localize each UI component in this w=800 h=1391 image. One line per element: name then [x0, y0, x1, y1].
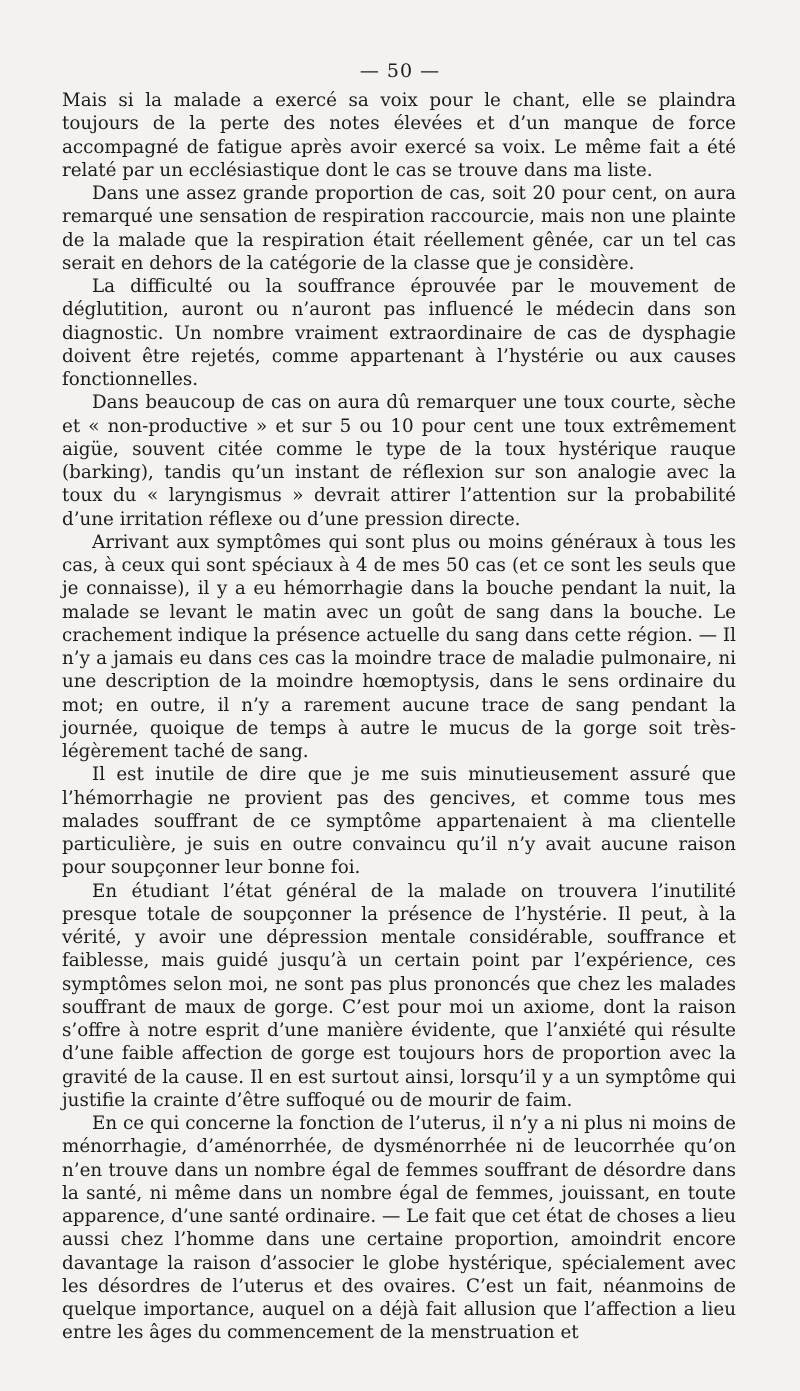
body-text	[62, 89, 736, 1345]
paragraph: En ce qui concerne la fonction de l’uterus, il n’y a ni plus ni moins de ménorrhagie, d’aménorrhée, de dysménorrhée ni de leucorrhée qu’on n’en trouve dans un nombre égal de femmes souffrant de désordre dans la santé, ni même dans un nombre égal de femmes, jouissant, en toute apparence, d’une santé ordinaire. — Le fait que cet état de choses a lieu aussi chez l’homme dans une certaine proportion, amoindrit encore davantage la raison d’associer le globe hystérique, spécialement avec les désordres de l’uterus et des ovaires. C’est un fait, néanmoins de quelque importance, auquel on a déjà fait allusion que l’affection a lieu entre les âges du commencement de la menstruation et	[62, 1113, 736, 1344]
paragraph: Mais si la malade a exercé sa voix pour le chant, elle se plaindra toujours de la perte des notes élevées et d’un manque de force accompagné de fatigue après avoir exercé sa voix. Le même fait a été relaté par un ecclésiastique dont le cas se trouve dans ma liste.	[62, 90, 736, 181]
paragraph: Dans une assez grande proportion de cas, soit 20 pour cent, on aura remarqué une sensation de respiration raccourcie, mais non une plainte de la malade que la respiration était réellement gênée, car un tel cas serait en dehors de la catégorie de la classe que je considère.	[62, 183, 736, 274]
paragraph: Il est inutile de dire que je me suis minutieusement assuré que l’hémorrhagie ne provient pas des gencives, et comme tous mes malades souffrant de ce symptôme appartenaient à ma clientelle particulière, je suis en outre convaincu qu’il n’y avait aucune raison pour soupçonner leur bonne foi.	[62, 764, 736, 879]
page-number: — 50 —	[359, 60, 441, 82]
paragraph: La difficulté ou la souffrance éprouvée par le mouvement de déglutition, auront ou n’auront pas influencé le médecin dans son diagnostic. Un nombre vraiment extraordinaire de cas de dysphagie doivent être rejetés, comme appartenant à l’hystérie ou aux causes fonctionnelles.	[62, 276, 736, 390]
paragraph: En étudiant l’état général de la malade on trouvera l’inutilité presque totale de soupçonner la présence de l’hystérie. Il peut, à la vérité, y avoir une dépression mentale considérable, souffrance et faiblesse, mais guidé jusqu’à un certain point par l’expérience, ces symptômes selon moi, ne sont pas plus prononcés que chez les malades souffrant de maux de gorge. C’est pour moi un axiome, dont la raison s’offre à notre esprit d’une manière évidente, que l’anxiété qui résulte d’une faible affection de gorge est toujours hors de proportion avec la gravité de la cause. Il en est surtout ainsi, lorsqu’il y a un symptôme qui justifie la crainte d’être suffoqué ou de mourir de faim.	[62, 880, 736, 1111]
paragraph: Arrivant aux symptômes qui sont plus ou moins généraux à tous les cas, à ceux qui sont spéciaux à 4 de mes 50 cas (et ce sont les seuls que je connaisse), il y a eu hémorrhagie dans la bouche pendant la nuit, la malade se levant le matin avec un goût de sang dans la bouche. Le crachement indique la présence actuelle du sang dans cette région. — Il n’y a jamais eu dans ces cas la moindre trace de maladie pulmonaire, ni une description de la moindre hœmoptysis, dans le sens ordinaire du mot; en outre, il n’y a rarement aucune trace de sang pendant la journée, quoique de temps à autre le mucus de la gorge soit très-légèrement taché de sang.	[62, 531, 736, 762]
paragraph: Dans beaucoup de cas on aura dû remarquer une toux courte, sèche et « non-productive » et sur 5 ou 10 pour cent une toux extrêmement aigüe, souvent citée comme le type de la toux hystérique rauque (barking), tandis qu’un instant de réflexion sur son analogie avec la toux du « laryngismus » devrait attirer l’attention sur la probabilité d’une irritation réflexe ou d’une pression directe.	[62, 392, 736, 530]
